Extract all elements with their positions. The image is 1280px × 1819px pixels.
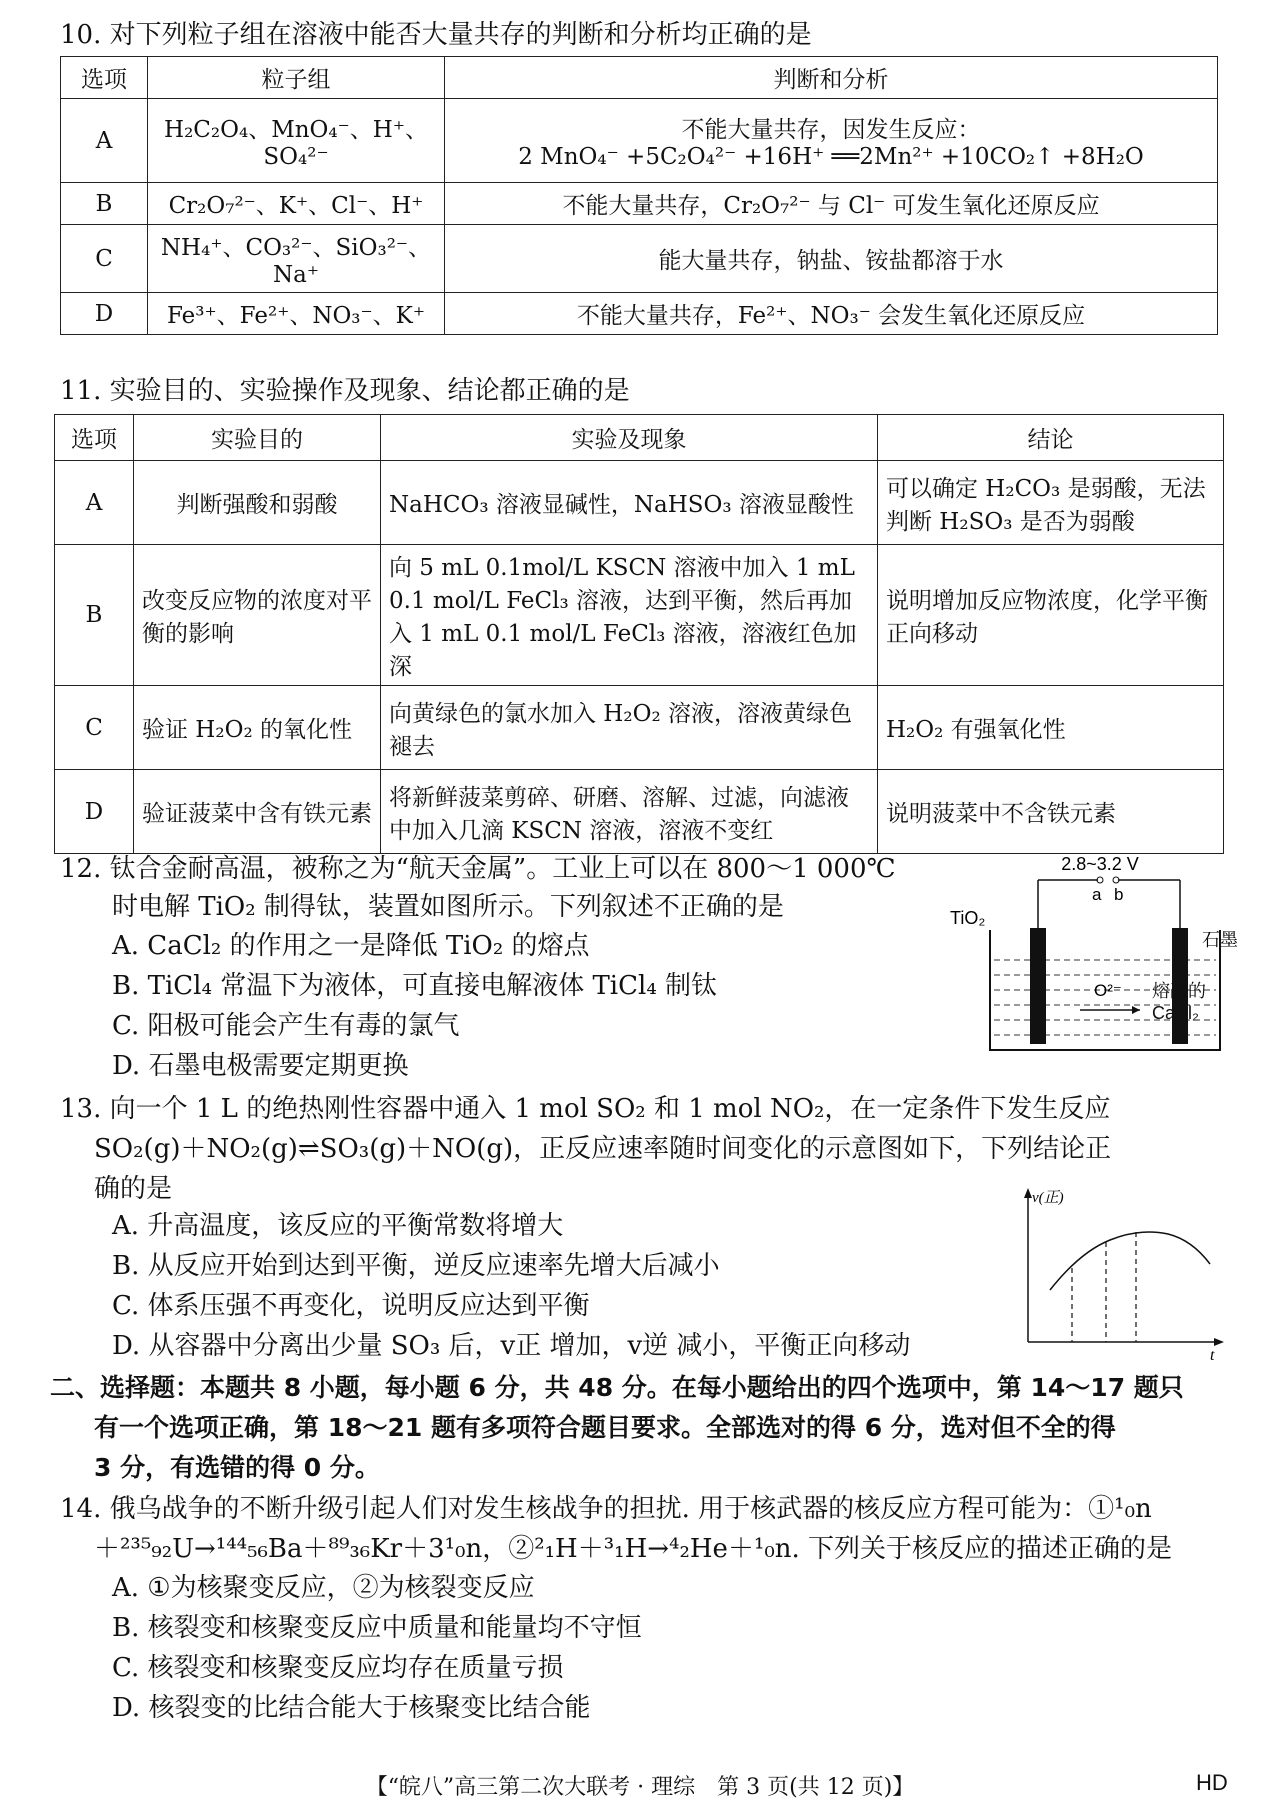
cathode-tio2 — [1030, 928, 1046, 1044]
oxide-ion-label: O²⁻ — [1094, 981, 1122, 1000]
table-row — [55, 545, 1224, 686]
q13-stem-line2: SO₂(g)＋NO₂(g)⇌SO₃(g)＋NO(g)，正反应速率随时间变化的示意图如下，下列结论正 — [94, 1134, 1112, 1164]
q13-option-c: C. 体系压强不再变化，说明反应达到平衡 — [112, 1291, 590, 1321]
rate-curve — [1050, 1232, 1210, 1290]
q10-row-analysis-line2: 2 MnO₄⁻ +5C₂O₄²⁻ +16H⁺ ══2Mn²⁺ +10CO₂↑ +8H₂O — [518, 144, 1144, 170]
section2-line3: 3 分，有选错的得 0 分。 — [94, 1453, 380, 1482]
table-row — [55, 461, 1224, 545]
q10-row-analysis-line1: 不能大量共存，因发生反应： — [681, 117, 981, 143]
q11-row-purpose: 验证菠菜中含有铁元素 — [134, 770, 381, 854]
terminal-a-label: a — [1092, 885, 1102, 904]
q12-stem-line2: 时电解 TiO₂ 制得钛，装置如图所示。下列叙述不正确的是 — [112, 892, 784, 922]
q11-row-operation: NaHCO₃ 溶液显碱性，NaHSO₃ 溶液显酸性 — [381, 461, 878, 545]
q12-option-a: A. CaCl₂ 的作用之一是降低 TiO₂ 的熔点 — [112, 931, 590, 961]
q10-row-ions: Cr₂O₇²⁻、K⁺、Cl⁻、H⁺ — [148, 183, 445, 225]
footer-code: HD — [1196, 1770, 1228, 1795]
q10-header-analysis: 判断和分析 — [445, 57, 1218, 99]
table-row — [61, 225, 1218, 293]
q11-row-operation: 将新鲜菠菜剪碎、研磨、溶解、过滤，向滤液中加入几滴 KSCN 溶液，溶液不变红 — [381, 770, 878, 854]
q11-row-option: B — [55, 545, 134, 686]
q11-row-conclusion: 可以确定 H₂CO₃ 是弱酸，无法判断 H₂SO₃ 是否为弱酸 — [878, 461, 1224, 545]
q10-row-ions: NH₄⁺、CO₃²⁻、SiO₃²⁻、Na⁺ — [148, 225, 445, 293]
q13-stem-line3: 确的是 — [94, 1174, 173, 1204]
q10-row-analysis: 不能大量共存，Fe²⁺、NO₃⁻ 会发生氧化还原反应 — [445, 293, 1218, 335]
molten-label-line1: 熔融的 — [1152, 981, 1206, 1001]
section2-line1: 二、选择题：本题共 8 小题，每小题 6 分，共 48 分。在每小题给出的四个选项中，第 14～17 题只 — [50, 1373, 1184, 1402]
table-row — [55, 770, 1224, 854]
molten-cacl2-label — [1152, 980, 1206, 1024]
q14-option-b: B. 核裂变和核聚变反应中质量和能量均不守恒 — [112, 1613, 642, 1643]
q11-row-operation: 向 5 mL 0.1mol/L KSCN 溶液中加入 1 mL 0.1 mol/L FeCl₃ 溶液，达到平衡，然后再加入 1 mL 0.1 mol/L FeCl₃ 溶液，溶液红色加深 — [381, 545, 878, 686]
y-axis-label: v(正) — [1032, 1190, 1064, 1206]
table-row — [55, 686, 1224, 770]
q14-stem-line2: ＋²³⁵₉₂U→¹⁴⁴₅₆Ba＋⁸⁹₃₆Kr＋3¹₀n，②²₁H＋³₁H→⁴₂He＋¹₀n. 下列关于核反应的描述正确的是 — [94, 1534, 1173, 1564]
q11-row-option: D — [55, 770, 134, 854]
q10-header-ions: 粒子组 — [148, 57, 445, 99]
q11-header-purpose: 实验目的 — [134, 415, 381, 461]
q11-row-option: A — [55, 461, 134, 545]
molten-label-line2: CaCl₂ — [1152, 1003, 1199, 1023]
q11-stem: 11. 实验目的、实验操作及现象、结论都正确的是 — [60, 376, 630, 406]
q10-row-option: D — [61, 293, 148, 335]
table-row — [61, 293, 1218, 335]
tio2-label: TiO₂ — [950, 908, 986, 928]
q12-option-b: B. TiCl₄ 常温下为液体，可直接电解液体 TiCl₄ 制钛 — [112, 971, 718, 1001]
q11-row-option: C — [55, 686, 134, 770]
q10-row-option: B — [61, 183, 148, 225]
q10-row-ions: Fe³⁺、Fe²⁺、NO₃⁻、K⁺ — [148, 293, 445, 335]
q12-option-c: C. 阳极可能会产生有毒的氯气 — [112, 1011, 460, 1041]
electrolysis-diagram — [950, 850, 1238, 1060]
q13-stem-line1: 13. 向一个 1 L 的绝热刚性容器中通入 1 mol SO₂ 和 1 mol NO₂，在一定条件下发生反应 — [60, 1094, 1111, 1124]
q11-row-purpose: 验证 H₂O₂ 的氧化性 — [134, 686, 381, 770]
q13-option-b: B. 从反应开始到达到平衡，逆反应速率先增大后减小 — [112, 1251, 720, 1281]
table-row — [61, 183, 1218, 225]
q10-header-option: 选项 — [61, 57, 148, 99]
q10-table — [60, 56, 1218, 335]
q11-header-option: 选项 — [55, 415, 134, 461]
q13-option-d: D. 从容器中分离出少量 SO₃ 后，v正 增加，v逆 减小，平衡正向移动 — [112, 1331, 911, 1361]
graphite-label: 石墨 — [1202, 930, 1238, 950]
q11-row-conclusion: 说明菠菜中不含铁元素 — [878, 770, 1224, 854]
q14-option-a: A. ①为核聚变反应，②为核裂变反应 — [112, 1573, 535, 1603]
q11-row-purpose: 判断强酸和弱酸 — [134, 461, 381, 545]
q11-row-conclusion: 说明增加反应物浓度，化学平衡正向移动 — [878, 545, 1224, 686]
y-arrow-icon — [1024, 1188, 1032, 1198]
q11-header-conclusion: 结论 — [878, 415, 1224, 461]
q11-row-purpose: 改变反应物的浓度对平衡的影响 — [134, 545, 381, 686]
arrow-head-icon — [1132, 1006, 1140, 1014]
q10-row-option: C — [61, 225, 148, 293]
q10-row-option: A — [61, 99, 148, 183]
time-markers — [1072, 1232, 1136, 1342]
x-arrow-icon — [1214, 1338, 1224, 1346]
q14-option-c: C. 核裂变和核聚变反应均存在质量亏损 — [112, 1653, 564, 1683]
q10-row-ions: H₂C₂O₄、MnO₄⁻、H⁺、SO₄²⁻ — [148, 99, 445, 183]
q14-stem-line1: 14. 俄乌战争的不断升级引起人们对发生核战争的担扰. 用于核武器的核反应方程可能为：①¹₀n — [60, 1494, 1152, 1524]
q10-row-analysis: 不能大量共存，Cr₂O₇²⁻ 与 Cl⁻ 可发生氧化还原反应 — [445, 183, 1218, 225]
q10-row-analysis: 能大量共存，钠盐、铵盐都溶于水 — [445, 225, 1218, 293]
q12-option-d: D. 石墨电极需要定期更换 — [112, 1051, 409, 1081]
q11-header-operation: 实验及现象 — [381, 415, 878, 461]
terminal-b-label: b — [1114, 885, 1124, 904]
q14-option-d: D. 核裂变的比结合能大于核聚变比结合能 — [112, 1693, 591, 1723]
voltage-label: 2.8~3.2 V — [1061, 854, 1139, 874]
table-row — [61, 99, 1218, 183]
q11-row-conclusion: H₂O₂ 有强氧化性 — [878, 686, 1224, 770]
q10-row-analysis — [445, 99, 1218, 183]
q12-stem-line1: 12. 钛合金耐高温，被称之为“航天金属”。工业上可以在 800～1 000℃ — [60, 854, 896, 884]
rate-time-graph — [1010, 1182, 1230, 1362]
q10-stem: 10. 对下列粒子组在溶液中能否大量共存的判断和分析均正确的是 — [60, 20, 812, 50]
q11-row-operation: 向黄绿色的氯水加入 H₂O₂ 溶液，溶液黄绿色褪去 — [381, 686, 878, 770]
page-footer: 【“皖八”高三第二次大联考 · 理综 第 3 页(共 12 页)】 — [365, 1775, 915, 1800]
section2-line2: 有一个选项正确，第 18～21 题有多项符合题目要求。全部选对的得 6 分，选对但不全的得 — [94, 1413, 1116, 1442]
q13-option-a: A. 升高温度，该反应的平衡常数将增大 — [112, 1211, 564, 1241]
q11-table — [54, 414, 1224, 854]
x-axis-label: t — [1210, 1347, 1215, 1364]
